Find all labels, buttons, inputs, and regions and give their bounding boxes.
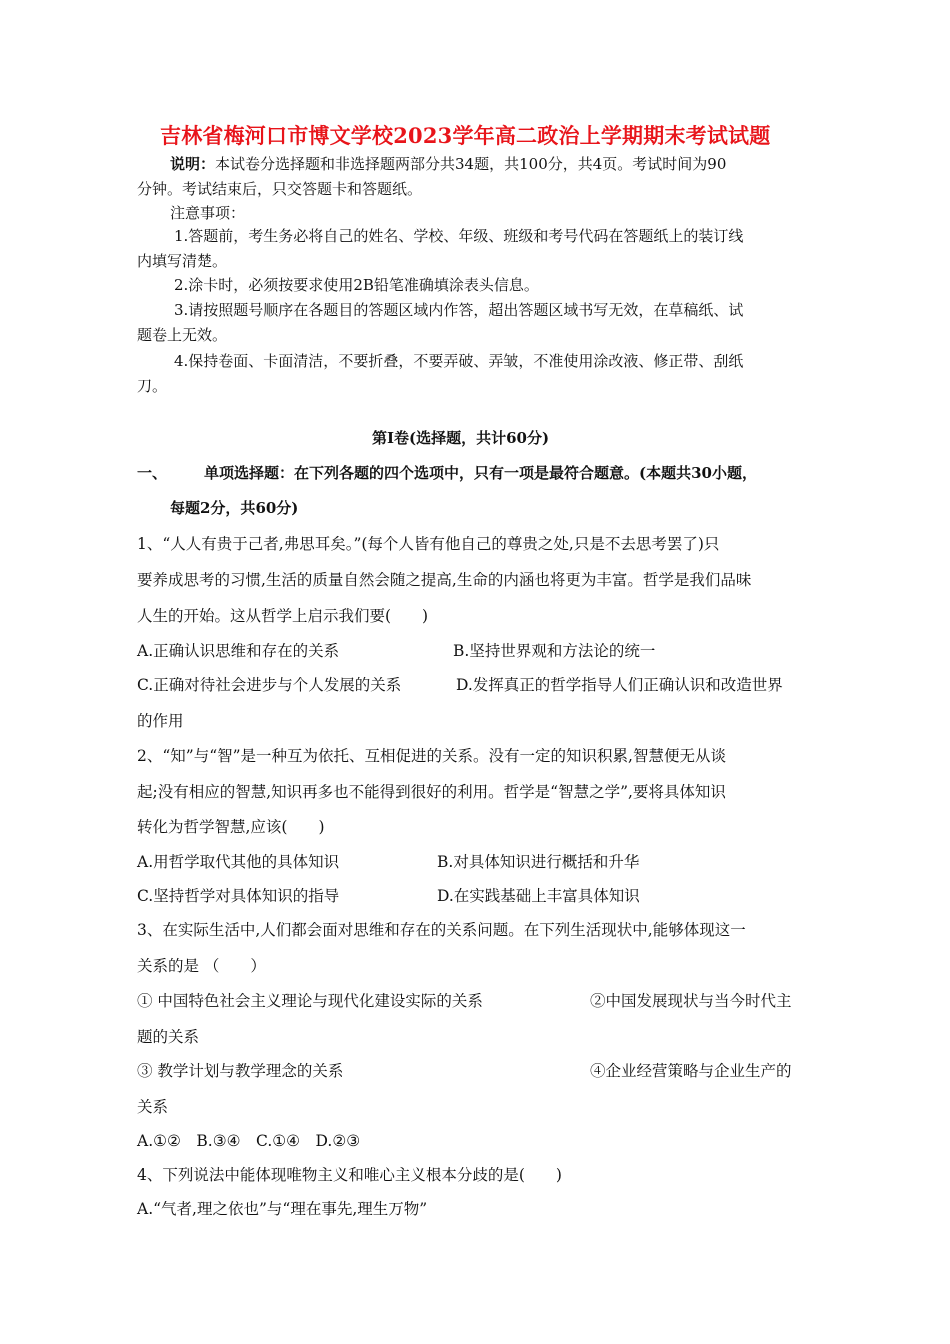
q2-stem-line-3: 转化为哲学智慧,应该( )	[137, 818, 325, 836]
q4-stem: 4、下列说法中能体现唯物主义和唯心主义根本分歧的是( )	[137, 1166, 562, 1184]
note-2-line-1: 2.涂卡时，必须按要求使用2B铅笔准确填涂表头信息。	[174, 276, 539, 294]
note-1-line-2: 内填写清楚。	[137, 252, 228, 270]
q4-option-a: A.“气者,理之依也”与“理在事先,理生万物”	[137, 1200, 428, 1218]
q2-stem-line-1: 2、“知”与“智”是一种互为依托、互相促进的关系。没有一定的知识积累,智慧便无从谈	[137, 747, 726, 765]
q3-stem-line-1: 3、在实际生活中,人们都会面对思维和存在的关系问题。在下列生活现状中,能够体现这一	[137, 921, 746, 939]
q1-stem-line-2: 要养成思考的习惯,生活的质量自然会随之提高,生命的内涵也将更为丰富。哲学是我们品味	[137, 571, 752, 589]
q3-item-3: ③ 教学计划与教学理念的关系	[137, 1062, 344, 1080]
q1-option-c: C.正确对待社会进步与个人发展的关系	[137, 676, 402, 694]
intro-text: 本试卷分选择题和非选择题两部分共34题，共100分，共4页。考试时间为90	[215, 155, 727, 173]
q1-option-d-cont: 的作用	[137, 712, 184, 730]
note-3-line-2: 题卷上无效。	[137, 326, 228, 344]
notes-heading: 注意事项：	[170, 204, 246, 222]
part-instruction-line-2: 每题2分，共60分)	[170, 499, 299, 517]
section-heading: 第Ⅰ卷(选择题，共计60分)	[372, 429, 550, 447]
note-3-line-1: 3.请按照题号顺序在各题目的答题区域内作答，超出答题区域书写无效，在草稿纸、试	[174, 301, 744, 319]
q1-option-d: D.发挥真正的哲学指导人们正确认识和改造世界	[456, 676, 783, 694]
q2-option-c: C.坚持哲学对具体知识的指导	[137, 887, 340, 905]
q3-item-1: ① 中国特色社会主义理论与现代化建设实际的关系	[137, 992, 483, 1010]
q3-item-2-cont: 题的关系	[137, 1028, 200, 1046]
q3-item-4-cont: 关系	[137, 1098, 169, 1116]
note-1-line-1: 1.答题前，考生务必将自己的姓名、学校、年级、班级和考号代码在答题纸上的装订线	[174, 227, 744, 245]
intro-line-2: 分钟。考试结束后，只交答题卡和答题纸。	[137, 180, 423, 198]
part-number: 一、	[137, 464, 168, 482]
intro-line-1	[170, 153, 726, 174]
q2-option-d: D.在实践基础上丰富具体知识	[437, 887, 640, 905]
q2-option-b: B.对具体知识进行概括和升华	[437, 853, 640, 871]
q3-item-2: ②中国发展现状与当今时代主	[590, 992, 792, 1010]
page-title: 吉林省梅河口市博文学校2023学年高二政治上学期期末考试试题	[160, 123, 771, 148]
q3-stem-line-2: 关系的是 （ ）	[137, 957, 266, 975]
note-4-line-1: 4.保持卷面、卡面清洁，不要折叠，不要弄破、弄皱，不准使用涂改液、修正带、刮纸	[174, 352, 744, 370]
q1-option-a: A.正确认识思维和存在的关系	[137, 642, 340, 660]
q3-item-4: ④企业经营策略与企业生产的	[590, 1062, 792, 1080]
part-instruction-line-1: 单项选择题：在下列各题的四个选项中，只有一项是最符合题意。(本题共30小题，	[204, 464, 757, 482]
q1-option-b: B.坚持世界观和方法论的统一	[453, 642, 656, 660]
q1-stem-line-3: 人生的开始。这从哲学上启示我们要( )	[137, 607, 429, 625]
q1-stem-line-1: 1、“人人有贵于己者,弗思耳矣。”(每个人皆有他自己的尊贵之处,只是不去思考罢了)只	[137, 535, 720, 553]
note-4-line-2: 刀。	[137, 377, 168, 395]
intro-label: 说明：	[170, 155, 216, 173]
q2-option-a: A.用哲学取代其他的具体知识	[137, 853, 340, 871]
q3-answer-options: A.①② B.③④ C.①④ D.②③	[137, 1132, 361, 1150]
q2-stem-line-2: 起;没有相应的智慧,知识再多也不能得到很好的利用。哲学是“智慧之学”,要将具体知识	[137, 783, 726, 801]
